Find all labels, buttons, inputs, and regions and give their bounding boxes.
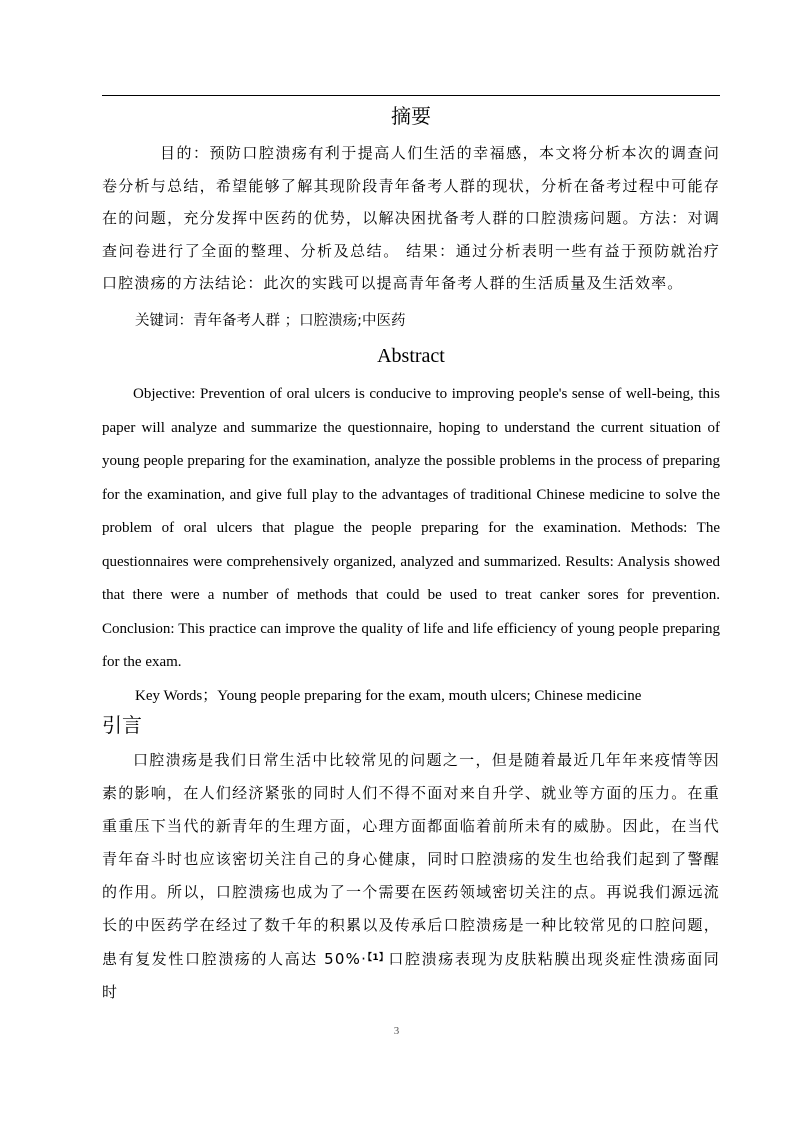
abstract-zh-title: 摘要 [391,104,431,128]
introduction-body-part1: 口腔溃疡是我们日常生活中比较常见的问题之一，但是随着最近几年年来疫情等因素的影响，在人们经济紧张的同时人们不得不面对来自升学、就业等方面的压力。在重重重压下当代的新青年的生理方面，心理方面都面临着前所未有的威胁。因此，在当代青年奋斗时也应该密切关注自己的身心健康，同时口腔溃疡的发生也给我们起到了警醒的作用。所以，口腔溃疡也成为了一个需要在医药领域密切关注的点。再说我们源远流长的中医药学在经过了数千年的积累以及传承后口腔溃疡是一种比较常见的口腔问题，患有复发性口腔溃疡的人高达 50%· [102,751,720,968]
page-number: 3 [393,1025,400,1037]
abstract-en-title: Abstract [377,345,445,367]
abstract-zh-keywords: 关键词：青年备考人群 ；口腔溃疡;中医药 [135,313,406,329]
introduction-heading: 引言 [102,713,142,737]
abstract-en-keywords: Key Words；Young people preparing for the exam, mouth ulcers; Chinese medicine [135,688,642,704]
citation-marker: 【1】 [367,953,389,963]
introduction-body-part2: 口腔溃疡表现为皮肤粘膜出现炎症性溃疡面同时 [102,950,720,1001]
header-rule [102,95,720,96]
abstract-zh-body: 目的：预防口腔溃疡有利于提高人们生活的幸福感，本文将分析本次的调查问卷分析与总结，希望能够了解其现阶段青年备考人群的现状，分析在备考过程中可能存在的问题，充分发挥中医药的优势，以解决困扰备考人群的口腔溃疡问题。方法：对调查问卷进行了全面的整理、分析及总结。 结果：通过分析表明一些有益于预防就治疗口腔溃疡的方法结论：此次的实践可以提高青年备考人群的生活质量及生活效率。 [102,144,720,292]
introduction-body [102,744,720,1009]
abstract-en-body: Objective: Prevention of oral ulcers is conducive to improving people's sense of well-being, this paper will analyze and summarize the questionnaire, hoping to understand the current situation of young people preparing for the examination, analyze the possible problems in the process of preparing for the examination, and give full play to the advantages of traditional Chinese medicine to solve the problem of oral ulcers that plague the people preparing for the examination. Methods: The questionnaires were comprehensively organized, analyzed and summarized. Results: Analysis showed that there were a number of methods that could be used to treat canker sores for prevention. Conclusion: This practice can improve the quality of life and life efficiency of young people preparing for the exam. [102,386,720,670]
